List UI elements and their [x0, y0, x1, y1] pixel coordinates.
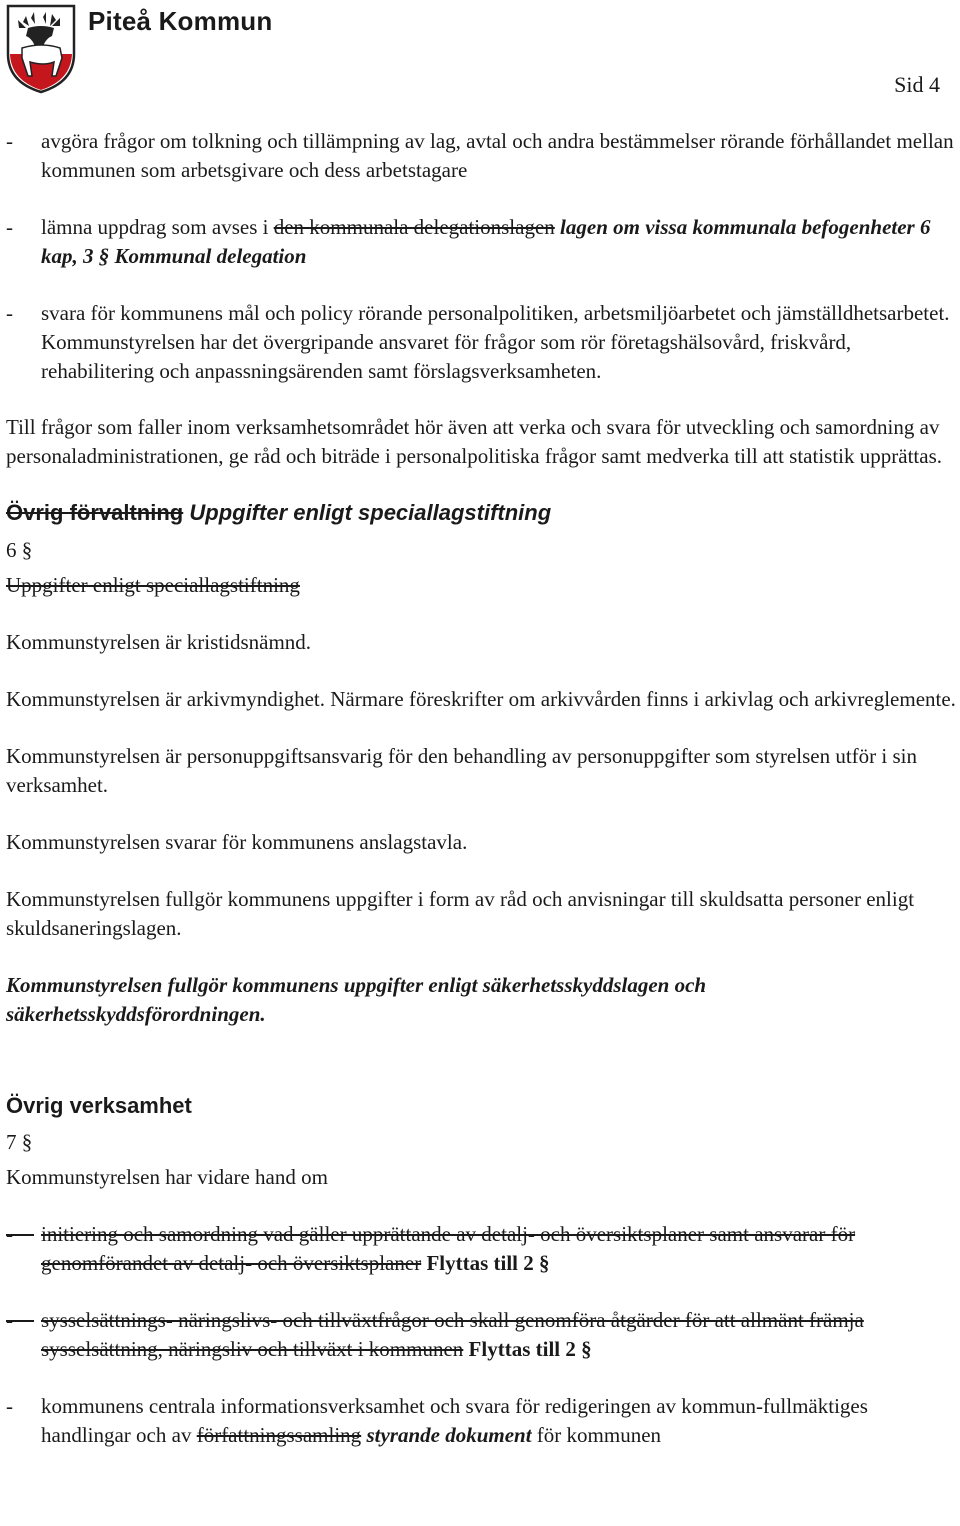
list-item: [6, 127, 956, 185]
struck-text: Uppgifter enligt speciallagstiftning: [6, 573, 300, 597]
inserted-text: lagen om vissa kommunala befogenheter 6 kap, 3 § Kommunal delegation: [41, 215, 931, 268]
struck-text: initiering och samordning vad gäller upprättande av detalj- och översiktsplaner samt ansvarar för genomförandet av detalj- och översiktsplaner: [41, 1222, 856, 1275]
list-item-text: lämna uppdrag som avses i: [41, 215, 274, 239]
bullet-dash: -: [6, 129, 13, 153]
paragraph: Kommunstyrelsen är kristidsnämnd.: [6, 630, 312, 654]
paragraph-number: 6 §: [6, 538, 33, 562]
inserted-paragraph: Kommunstyrelsen fullgör kommunens uppgifter enligt säkerhetsskyddslagen och säkerhetsskyddsförordningen.: [6, 973, 707, 1026]
list-item-text: avgöra frågor om tolkning och tillämpning av lag, avtal och andra bestämmelser rörande förhållandet mellan kommunen som arbetsgivare och dess arbetstagare: [41, 129, 954, 182]
struck-subheading: [6, 571, 956, 600]
section-heading: Övrig verksamhet: [6, 1093, 192, 1118]
document-body: [6, 127, 956, 1450]
bullet-dash: -: [6, 301, 13, 325]
list-item: [6, 1220, 956, 1278]
list-item: [6, 1306, 956, 1364]
paragraph: Kommunstyrelsen har vidare hand om: [6, 1165, 328, 1189]
section-heading: [6, 498, 956, 528]
bullet-dash: -: [6, 1222, 34, 1246]
bullet-dash: -: [6, 215, 13, 239]
paragraph: Kommunstyrelsen svarar för kommunens anslagstavla.: [6, 830, 468, 854]
paragraph: Till frågor som faller inom verksamhetsområdet hör även att verka och svara för utveckling och samordning av personaladministrationen, ge råd och biträde i personalpolitiska frågor samt medverka till att statistik upprättas.: [6, 415, 942, 468]
paragraph: Kommunstyrelsen är personuppgiftsansvarig för den behandling av personuppgifter som styrelsen utför i sin verksamhet.: [6, 744, 917, 797]
list-item: [6, 299, 956, 386]
struck-heading: Övrig förvaltning: [6, 500, 184, 525]
list-item-text: för kommunen: [531, 1423, 662, 1447]
list-item-text: kommunens centrala informationsverksamhet och svara för redigeringen av kommun-fullmäktiges handlingar och av: [41, 1394, 868, 1447]
bullet-dash: -: [6, 1308, 34, 1332]
move-note: Flyttas till 2 §: [421, 1251, 550, 1275]
move-note: Flyttas till 2 §: [463, 1337, 592, 1361]
bullet-dash: -: [6, 1394, 13, 1418]
inserted-heading: Uppgifter enligt speciallagstiftning: [183, 500, 552, 525]
paragraph-number: 7 §: [6, 1130, 33, 1154]
list-item: [6, 1392, 956, 1450]
page-number: Sid 4: [894, 72, 940, 97]
brand-name: Piteå Kommun: [88, 6, 273, 36]
struck-text: den kommunala delegationslagen: [273, 215, 555, 239]
reindeer-coat-of-arms-icon: [4, 2, 78, 94]
struck-text: författningssamling: [196, 1423, 362, 1447]
struck-text: sysselsättnings- näringslivs- och tillväxtfrågor och skall genomföra åtgärder för att allmänt främja sysselsättning, näringsliv och tillväxt i kommunen: [41, 1308, 864, 1361]
page-header: [4, 2, 956, 97]
list-item-text: svara för kommunens mål och policy rörande personalpolitiken, arbetsmiljöarbetet och jämställdhetsarbetet. Kommunstyrelsen har det övergripande ansvaret för frågor som rör företagshälsovård, friskvård, rehabilitering och anpassningsärenden samt förslagsverksamheten.: [41, 301, 950, 383]
inserted-text: styrande dokument: [361, 1423, 532, 1447]
paragraph: Kommunstyrelsen är arkivmyndighet. Närmare föreskrifter om arkivvården finns i arkivlag och arkivreglemente.: [6, 687, 956, 711]
paragraph: Kommunstyrelsen fullgör kommunens uppgifter i form av råd och anvisningar till skuldsatta personer enligt skuldsaneringslagen.: [6, 887, 915, 940]
list-item: [6, 213, 956, 271]
